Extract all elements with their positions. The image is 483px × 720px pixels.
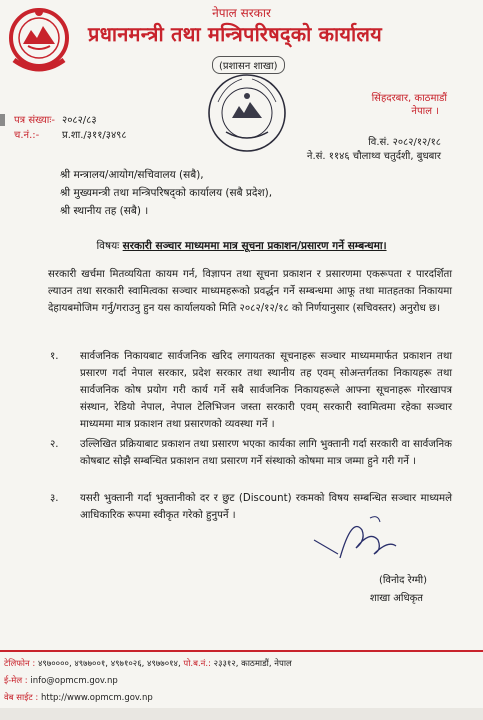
office-seal-stamp — [206, 72, 288, 154]
handwritten-signature — [300, 510, 410, 570]
subject-line — [0, 239, 483, 253]
subject-label: विषयः — [96, 240, 120, 252]
margin-mark — [0, 114, 5, 126]
footer-web-line — [4, 692, 153, 703]
list-item: सार्वजनिक निकायबाट सार्वजनिक खरिद लगायतका सूचनाहरू सञ्चार माध्यममार्फत प्रकाशन तथा प्रसारण गर्दा नेपाल सरकार, प्रदेश सरकार तथा स्थानीय तह एवम् सोअन्तर्गतका निकायहरू तथा सार्वजनिक कोष प्रयोग गरी कार्य गर्ने सबै सार्वजनिक निकायहरूले आफ्ना सूचनाहरू गोरखापत्र संस्थान, रेडियो नेपाल, नेपाल टेलिभिजन जस्ता सरकारी एवम् सरकारी स्वामित्वमा रहेका सञ्चार माध्यममा मात्र प्रकाशन तथा प्रसारणको व्यवस्था गर्ने । — [80, 351, 452, 430]
pobox-value: २३३१२, काठमाडौं, नेपाल — [213, 659, 292, 669]
signatory-name: (विनोद रेग्मी) — [378, 575, 427, 586]
email-link[interactable]: info@opmcm.gov.np — [30, 676, 118, 686]
section-name: (प्रशासन शाखा) — [212, 56, 285, 74]
letter-number-label: पत्र संख्याः- — [14, 115, 56, 126]
phone-numbers: ४९७००००, ४९७७००१, ४९७१०२६, ४९७७०१४, — [38, 659, 181, 669]
vs-date: वि.सं. २०८२/१२/१८ — [368, 137, 441, 148]
signatory-designation: शाखा अधिकृत — [369, 593, 423, 604]
subject-text: सरकारी सञ्चार माध्यममा मात्र सूचना प्रकाशन/प्रसारण गर्ने सम्बन्धमा। — [122, 240, 387, 252]
website-link[interactable]: http://www.opmcm.gov.np — [40, 693, 153, 703]
web-label: वेब साईट : — [4, 693, 39, 703]
ns-date: ने.सं. ११४६ चौलाथ्व चतुर्दशी, बुधबार — [306, 151, 441, 162]
body-paragraph: सरकारी खर्चमा मितव्ययिता कायम गर्न, विज्ञापन तथा सूचना प्रकाशन र प्रसारणमा एकरूपता र पारदर्शिता ल्याउन तथा सरकारी स्वामित्वका सञ्चार माध्यमहरूको प्रवर्द्धन गर्ने सम्बन्धमा आफू तथा मातहतका निकायमा देहायबमोजिम गर्नु/गराउनु हुन यस कार्यालयको मिति २०८२/१२/१८ को निर्णयानुसार (सचिवस्तर) अनुरोध छ। — [48, 269, 452, 314]
footer-email-line — [4, 675, 118, 686]
dispatch-number: प्र.शा./३११/३४९८ — [62, 130, 127, 141]
scan-edge — [0, 708, 483, 720]
office-title: प्रधानमन्त्री तथा मन्त्रिपरिषद्को कार्यालय — [88, 22, 382, 46]
list-item: यसरी भुक्तानी गर्दा भुक्तानीको दर र छुट (Discount) रकमको विषय सम्बन्धित सञ्चार माध्यमले आधिकारिक रूपमा स्वीकृत गरेको हुनुपर्ने । — [80, 493, 452, 521]
office-country: नेपाल । — [411, 106, 439, 117]
addressee-line: श्री मन्त्रालय/आयोग/सचिवालय (सबै), — [60, 169, 204, 181]
item-number: ३. — [50, 493, 59, 504]
addressee-line: श्री मुख्यमन्त्री तथा मन्त्रिपरिषद्को कार्यालय (सबै प्रदेश), — [60, 187, 273, 199]
footer-phone-line — [4, 658, 292, 669]
footer-divider — [0, 650, 483, 652]
pobox-label: पो.ब.नं.: — [183, 659, 211, 669]
phone-label: टेलिफोन : — [4, 659, 36, 669]
letter-number: २०८२/८३ — [62, 115, 97, 126]
addressee-line: श्री स्थानीय तह (सबै) । — [60, 205, 149, 217]
email-label: ई-मेल : — [4, 676, 28, 686]
office-location: सिंहदरबार, काठमाडौं — [371, 93, 447, 104]
item-number: २. — [50, 439, 59, 450]
dispatch-number-label: च.नं.:- — [14, 130, 40, 141]
item-number: १. — [50, 351, 59, 362]
list-item: उल्लिखित प्रक्रियाबाट प्रकाशन तथा प्रसारण भएका कार्यका लागि भुक्तानी गर्दा सरकारी वा सार्वजनिक कोषबाट सोझै सम्बन्धित प्रकाशन तथा प्रसारण गर्ने संस्थाको कोषमा मात्र जम्मा हुने गरी गर्ने । — [80, 439, 452, 467]
government-name: नेपाल सरकार — [212, 6, 271, 20]
